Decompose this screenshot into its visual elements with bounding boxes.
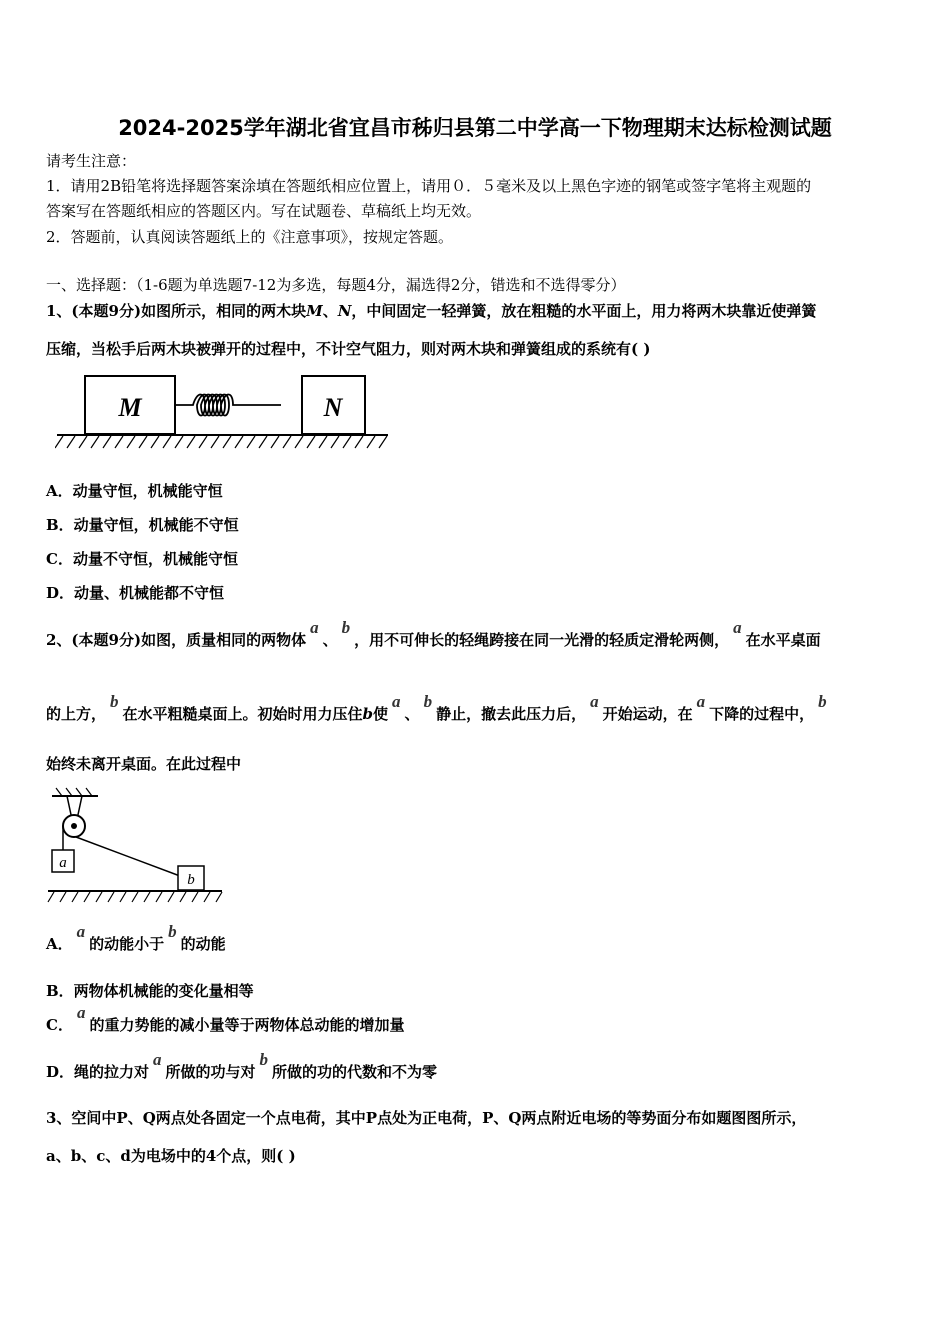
q1-spring-blocks-figure [55,372,395,454]
block-b-label: b [187,872,195,888]
text-segment: 3、空间中P、Q两点处各固定一个点电荷，其中P点处为正电荷，P、Q两点附近电场的等势面分布如题图图所示， [46,1109,807,1127]
text-segment: 在水平桌面 [745,631,821,649]
italic-symbol: b [362,705,374,723]
variable-symbol: b [341,618,351,637]
text-segment: A．动量守恒，机械能守恒 [46,482,223,500]
notice-item: 1．请用2B铅笔将选择题答案涂填在答题纸相应位置上，请用０．５毫米及以上黑色字迹的钢笔或签字笔将主观题的 [46,177,812,195]
text-segment: 所做的功的代数和不为零 [272,1063,438,1081]
text-segment: 使 [373,705,389,723]
notice-item: 答案写在答题纸相应的答题区内。写在试题卷、草稿纸上均无效。 [46,202,482,220]
q1-line [46,301,816,321]
notice-item: 2．答题前，认真阅读答题纸上的《注意事项》，按规定答题。 [46,228,454,246]
q2-line [46,754,241,774]
text-segment: C．动量不守恒，机械能守恒 [46,550,238,568]
q2-option-a[interactable] [46,922,226,954]
text-segment: a、b、c、d为电场中的4个点，则( ) [46,1147,296,1165]
text-segment: 压缩，当松手后两木块被弹开的过程中，不计空气阻力，则对两木块和弹簧组成的系统有( ) [46,340,651,358]
text-segment: 下降的过程中， [709,705,815,723]
q2-line [46,692,831,724]
italic-symbol: N [337,302,352,320]
q2-option-d[interactable] [46,1050,438,1082]
q1-option-a[interactable] [46,481,223,501]
variable-symbol: a [310,618,319,637]
text-segment: C． [46,1016,73,1034]
text-segment: 、 [322,631,338,649]
block-a-label: a [59,855,67,871]
block-n-label: N [323,393,343,422]
text-segment: ，中间固定一轻弹簧，放在粗糙的水平面上，用力将两木块靠近使弹簧 [351,302,817,320]
text-segment: 的上方， [46,705,107,723]
variable-symbol: a [590,692,599,711]
q2-pulley-figure [46,786,226,904]
q3-line [46,1146,296,1166]
q1-option-d[interactable] [46,583,224,603]
text-segment: B．两物体机械能的变化量相等 [46,982,254,1000]
text-segment: 的重力势能的减小量等于两物体总动能的增加量 [89,1016,405,1034]
italic-symbol: M [306,302,323,320]
block-m-label: M [118,393,142,422]
q3-line [46,1108,806,1128]
text-segment: 2、(本题9分)如图，质量相同的两物体 [46,631,307,649]
q2-option-c[interactable] [46,1003,405,1035]
text-segment: 所做的功与对 [165,1063,256,1081]
text-segment: 始终未离开桌面。在此过程中 [46,755,242,773]
q1-option-b[interactable] [46,515,239,535]
text-segment: 1、(本题9分)如图所示，相同的两木块 [46,302,307,320]
text-segment: 的动能小于 [89,935,165,953]
text-segment: 静止，撤去此压力后， [436,705,587,723]
text-segment: B．动量守恒，机械能不守恒 [46,516,239,534]
variable-symbol: b [110,692,119,711]
text-segment: 的动能 [180,935,226,953]
q1-line [46,339,650,359]
text-segment: 在水平粗糙桌面上。初始时用力压住 [122,705,363,723]
variable-symbol: a [76,1003,86,1022]
variable-symbol: b [423,692,433,711]
text-segment: ，用不可伸长的轻绳跨接在同一光滑的轻质定滑轮两侧， [354,631,730,649]
variable-symbol: a [76,922,86,941]
q2-option-b[interactable] [46,981,254,1001]
q2-line [46,618,821,650]
text-segment: 、 [322,302,338,320]
text-segment: 开始运动，在 [602,705,693,723]
text-segment: D．绳的拉力对 [46,1063,150,1081]
notice-heading: 请考生注意： [46,152,137,170]
text-segment: 、 [404,705,420,723]
variable-symbol: a [733,618,742,637]
variable-symbol: a [153,1050,162,1069]
variable-symbol: a [392,692,401,711]
variable-symbol: b [168,922,177,941]
variable-symbol: b [259,1050,269,1069]
text-segment: A． [46,935,73,953]
text-segment: D．动量、机械能都不守恒 [46,584,225,602]
section-heading: 一、选择题：（1-6题为单选题7-12为多选，每题4分，漏选得2分，错选和不选得零分） [46,276,626,294]
q1-option-c[interactable] [46,549,238,569]
variable-symbol: b [818,692,827,711]
variable-symbol: a [696,692,706,711]
page-title: 2024-2025学年湖北省宜昌市秭归县第二中学高一下物理期末达标检测试题 [118,116,832,140]
